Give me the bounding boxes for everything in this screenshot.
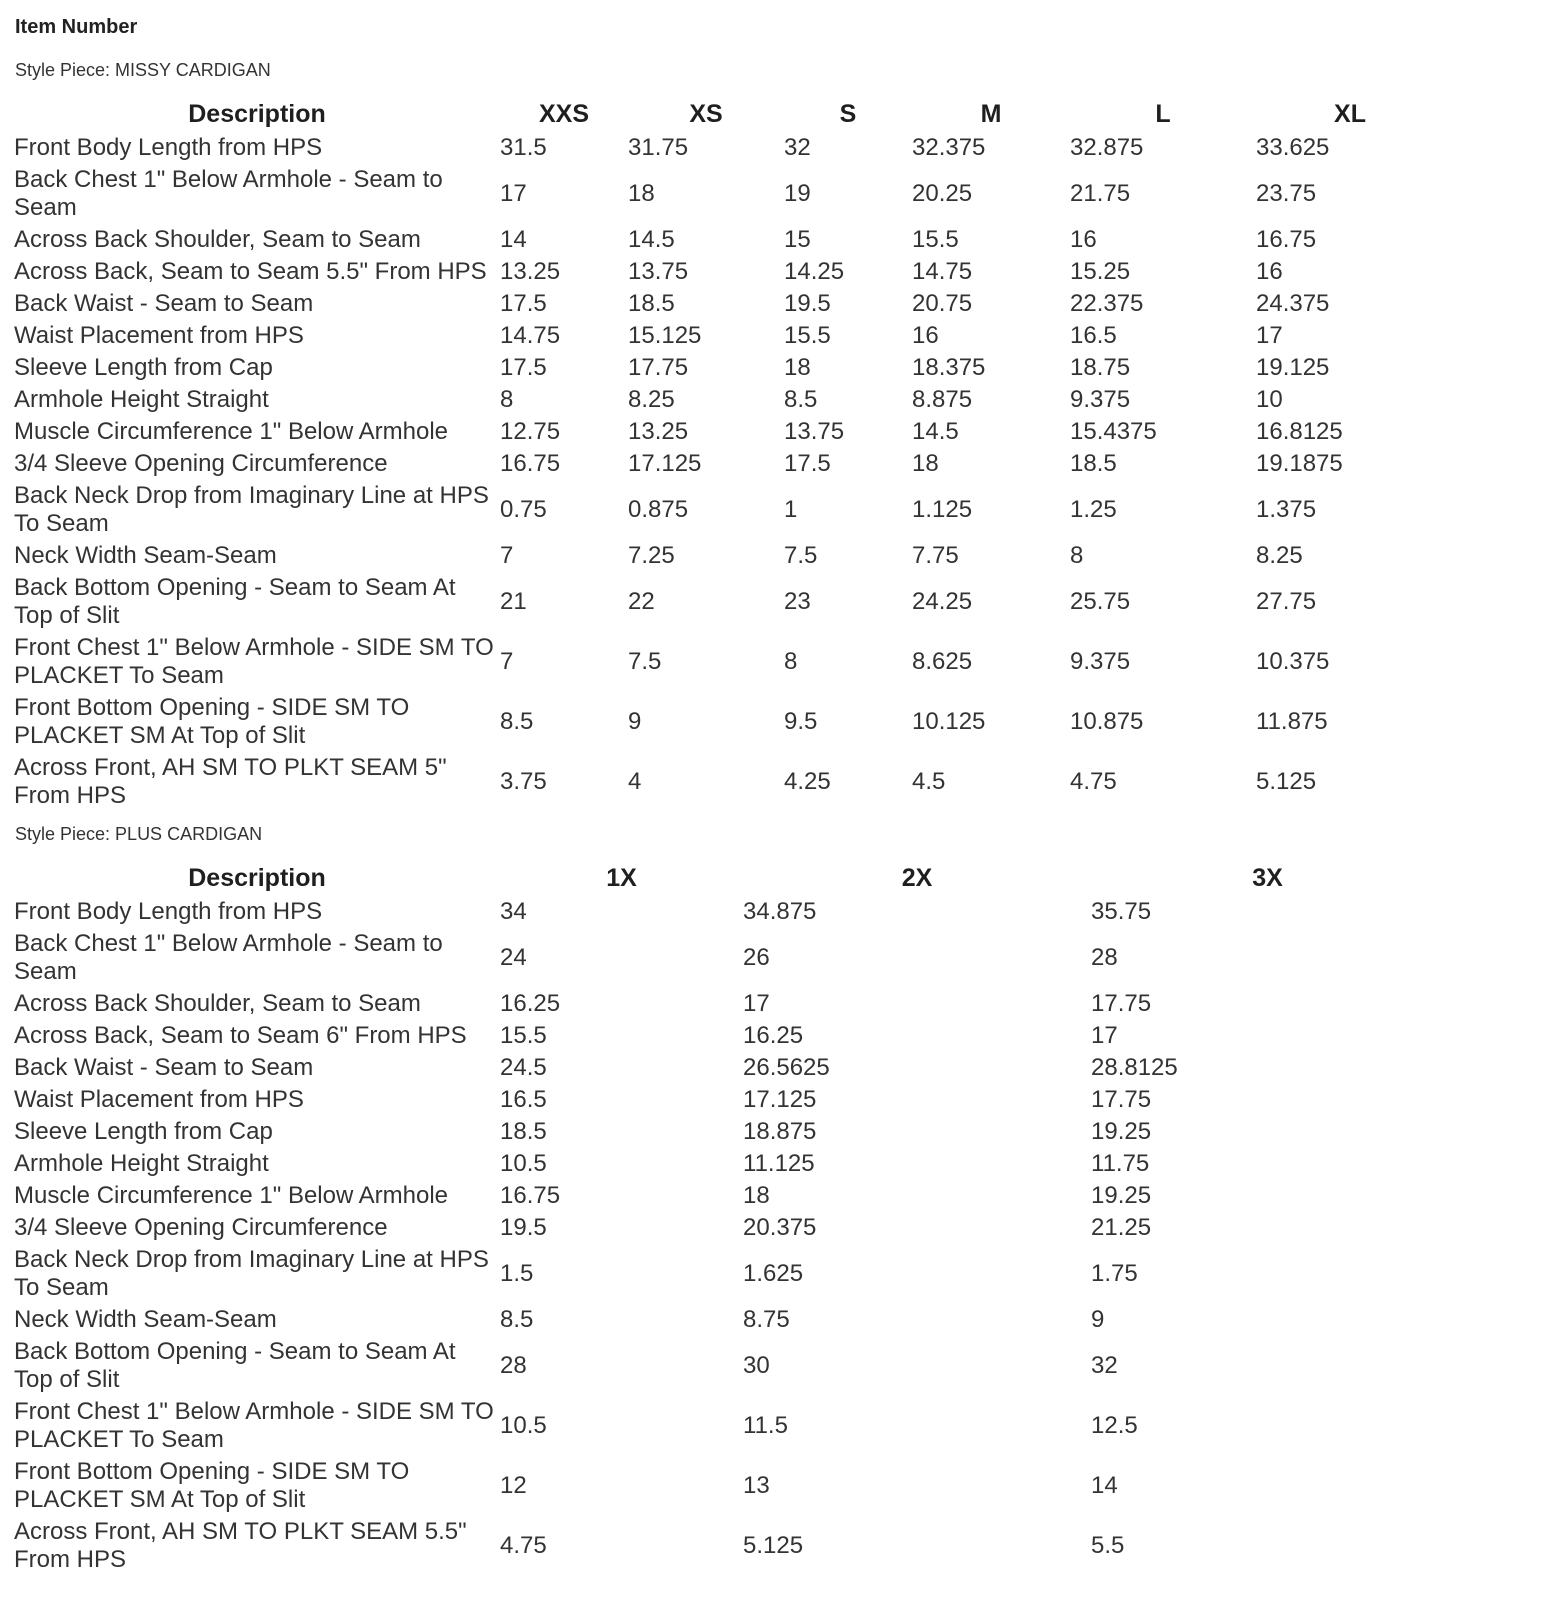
size-value: 25.75: [1070, 588, 1131, 615]
size-value: 10.5: [500, 1150, 547, 1177]
size-value: 10: [1256, 386, 1283, 413]
size-value: 7: [500, 648, 514, 675]
row-description: Neck Width Seam-Seam: [14, 542, 277, 569]
size-value: 18.75: [1070, 354, 1131, 381]
size-value: 21.25: [1091, 1214, 1152, 1241]
row-description: Back Chest 1" Below Armhole - Seam to Seam: [14, 930, 443, 985]
row-description: Back Waist - Seam to Seam: [14, 1054, 314, 1081]
table-row: [14, 384, 1444, 416]
size-value: 8.25: [628, 386, 675, 413]
header-m: M: [980, 99, 1002, 128]
size-value: 34.875: [743, 898, 817, 925]
size-value: 1.625: [743, 1260, 804, 1287]
table-row: [14, 1020, 1444, 1052]
table-row: [14, 632, 1444, 692]
size-value: 3.75: [500, 768, 547, 795]
size-value: 13.25: [500, 258, 561, 285]
table-row: [14, 224, 1444, 256]
row-description: Armhole Height Straight: [14, 1150, 269, 1177]
size-value: 26: [743, 944, 770, 971]
size-value: 21.75: [1070, 180, 1131, 207]
style-piece-missy: Style Piece: MISSY CARDIGAN: [15, 60, 271, 80]
size-value: 16.75: [500, 450, 561, 477]
size-value: 32: [1091, 1352, 1118, 1379]
row-description: Back Neck Drop from Imaginary Line at HPS To Seam: [14, 482, 489, 537]
size-value: 14.25: [784, 258, 845, 285]
size-value: 18.375: [912, 354, 986, 381]
size-value: 19.25: [1091, 1118, 1152, 1145]
size-value: 24.25: [912, 588, 973, 615]
table-row: [14, 1456, 1444, 1516]
size-value: 9: [628, 708, 642, 735]
row-description: Across Back, Seam to Seam 6" From HPS: [14, 1022, 467, 1049]
size-value: 11.875: [1256, 708, 1328, 735]
row-description: Across Front, AH SM TO PLKT SEAM 5" From HPS: [14, 754, 447, 809]
size-value: 31.5: [500, 134, 547, 161]
table-row: [14, 320, 1444, 352]
size-value: 14.5: [628, 226, 675, 253]
size-value: 23.75: [1256, 180, 1317, 207]
size-value: 16.75: [1256, 226, 1317, 253]
plus-size-table: [14, 860, 1444, 1576]
size-value: 20.25: [912, 180, 973, 207]
table-row: [14, 132, 1444, 164]
size-value: 32: [784, 134, 811, 161]
size-value: 31.75: [628, 134, 689, 161]
size-value: 17: [743, 990, 770, 1017]
size-value: 8.625: [912, 648, 973, 675]
size-value: 8: [500, 386, 514, 413]
table-row: [14, 1148, 1444, 1180]
table-row: [14, 1396, 1444, 1456]
row-description: Front Body Length from HPS: [14, 898, 323, 925]
table-row: [14, 480, 1444, 540]
size-value: 8.5: [500, 708, 534, 735]
table-row: [14, 1180, 1444, 1212]
size-value: 8.75: [743, 1306, 790, 1333]
size-value: 4.5: [912, 768, 946, 795]
size-value: 16.5: [500, 1086, 547, 1113]
size-value: 17.5: [500, 290, 547, 317]
size-value: 1: [784, 496, 798, 523]
table-row: [14, 164, 1444, 224]
item-number-title: Item Number: [15, 16, 138, 38]
row-description: Neck Width Seam-Seam: [14, 1306, 277, 1333]
size-value: 13.25: [628, 418, 689, 445]
row-description: Front Chest 1" Below Armhole - SIDE SM TO PLACKET To Seam: [14, 1398, 494, 1453]
header-1x: 1X: [606, 863, 637, 892]
size-value: 15.125: [628, 322, 702, 349]
size-value: 11.125: [743, 1150, 815, 1177]
table-row: [14, 1516, 1444, 1576]
size-value: 32.875: [1070, 134, 1144, 161]
size-value: 18.875: [743, 1118, 817, 1145]
size-value: 15.4375: [1070, 418, 1157, 445]
row-description: Back Waist - Seam to Seam: [14, 290, 314, 317]
size-value: 8.5: [784, 386, 818, 413]
size-value: 4.75: [500, 1532, 547, 1559]
size-value: 16.25: [500, 990, 561, 1017]
size-value: 17.5: [784, 450, 831, 477]
style-piece-plus: Style Piece: PLUS CARDIGAN: [15, 824, 263, 844]
table-row: [14, 416, 1444, 448]
size-value: 8: [1070, 542, 1084, 569]
size-value: 8.5: [500, 1306, 534, 1333]
size-value: 7.75: [912, 542, 959, 569]
row-description: Waist Placement from HPS: [14, 322, 304, 349]
table-row: [14, 1244, 1444, 1304]
size-value: 17.75: [1091, 990, 1152, 1017]
row-description: Front Bottom Opening - SIDE SM TO PLACKET SM At Top of Slit: [14, 1458, 410, 1513]
size-value: 1.75: [1091, 1260, 1138, 1287]
size-value: 16: [912, 322, 939, 349]
table-row: [14, 572, 1444, 632]
missy-size-table: [14, 96, 1444, 812]
table-row: [14, 692, 1444, 752]
header-xl: XL: [1334, 99, 1366, 128]
size-value: 17.5: [500, 354, 547, 381]
size-value: 19.125: [1256, 354, 1330, 381]
header-description: Description: [188, 863, 326, 892]
table-row: [14, 896, 1444, 928]
size-value: 13.75: [784, 418, 845, 445]
size-value: 27.75: [1256, 588, 1317, 615]
size-value: 16: [1256, 258, 1283, 285]
size-value: 16.25: [743, 1022, 804, 1049]
size-value: 7.25: [628, 542, 675, 569]
size-value: 30: [743, 1352, 770, 1379]
size-value: 1.5: [500, 1260, 534, 1287]
size-value: 12.5: [1091, 1412, 1138, 1439]
size-value: 15.5: [784, 322, 831, 349]
row-description: Muscle Circumference 1" Below Armhole: [14, 418, 449, 445]
size-value: 26.5625: [743, 1054, 830, 1081]
size-value: 13.75: [628, 258, 689, 285]
size-value: 34: [500, 898, 527, 925]
size-value: 10.5: [500, 1412, 547, 1439]
size-value: 20.75: [912, 290, 973, 317]
size-value: 5.125: [743, 1532, 804, 1559]
size-value: 5.125: [1256, 768, 1317, 795]
size-value: 17: [500, 180, 527, 207]
row-description: Front Bottom Opening - SIDE SM TO PLACKET SM At Top of Slit: [14, 694, 410, 749]
size-value: 16: [1070, 226, 1097, 253]
size-value: 15.5: [500, 1022, 547, 1049]
size-value: 15.5: [912, 226, 959, 253]
size-value: 4.25: [784, 768, 831, 795]
header-l: L: [1155, 99, 1171, 128]
size-value: 17.125: [628, 450, 702, 477]
size-value: 19.5: [784, 290, 831, 317]
header-xs: XS: [689, 99, 723, 128]
size-value: 16.8125: [1256, 418, 1343, 445]
size-value: 23: [784, 588, 811, 615]
size-value: 10.875: [1070, 708, 1144, 735]
table-header-row: [14, 860, 1444, 896]
size-value: 8: [784, 648, 798, 675]
header-description: Description: [188, 99, 326, 128]
size-value: 17.75: [628, 354, 689, 381]
row-description: Sleeve Length from Cap: [14, 354, 273, 381]
table-row: [14, 752, 1444, 812]
size-value: 8.25: [1256, 542, 1303, 569]
row-description: Muscle Circumference 1" Below Armhole: [14, 1182, 449, 1209]
header-3x: 3X: [1252, 863, 1283, 892]
row-description: Armhole Height Straight: [14, 386, 269, 413]
size-value: 11.5: [743, 1412, 788, 1439]
size-value: 9.375: [1070, 386, 1131, 413]
header-2x: 2X: [901, 863, 933, 892]
table-row: [14, 1336, 1444, 1396]
size-value: 20.375: [743, 1214, 817, 1241]
row-description: Across Back Shoulder, Seam to Seam: [14, 226, 421, 253]
row-description: Back Neck Drop from Imaginary Line at HPS To Seam: [14, 1246, 489, 1301]
size-value: 18: [743, 1182, 770, 1209]
size-value: 17.75: [1091, 1086, 1152, 1113]
size-value: 8.875: [912, 386, 973, 413]
size-value: 16.5: [1070, 322, 1117, 349]
row-description: Front Body Length from HPS: [14, 134, 323, 161]
size-value: 10.125: [912, 708, 986, 735]
size-value: 28: [1091, 944, 1118, 971]
size-value: 5.5: [1091, 1532, 1125, 1559]
size-value: 7.5: [784, 542, 818, 569]
size-value: 28.8125: [1091, 1054, 1178, 1081]
row-description: Back Chest 1" Below Armhole - Seam to Seam: [14, 166, 443, 221]
table-row: [14, 1304, 1444, 1336]
row-description: Front Chest 1" Below Armhole - SIDE SM TO PLACKET To Seam: [14, 634, 494, 689]
table-row: [14, 288, 1444, 320]
table-row: [14, 448, 1444, 480]
size-value: 1.125: [912, 496, 973, 523]
size-value: 24.375: [1256, 290, 1330, 317]
size-value: 17: [1256, 322, 1283, 349]
table-row: [14, 256, 1444, 288]
size-value: 10.375: [1256, 648, 1330, 675]
size-value: 13: [743, 1472, 770, 1499]
size-value: 7: [500, 542, 514, 569]
size-value: 18.5: [1070, 450, 1117, 477]
size-value: 16.75: [500, 1182, 561, 1209]
size-value: 12.75: [500, 418, 561, 445]
size-value: 15: [784, 226, 811, 253]
size-value: 14.75: [500, 322, 561, 349]
row-description: Across Back, Seam to Seam 5.5" From HPS: [14, 258, 487, 285]
size-value: 19.1875: [1256, 450, 1343, 477]
size-value: 12: [500, 1472, 527, 1499]
table-header-row: [14, 96, 1444, 132]
table-row: [14, 540, 1444, 572]
size-value: 7.5: [628, 648, 662, 675]
table-row: [14, 352, 1444, 384]
size-value: 19.5: [500, 1214, 547, 1241]
size-value: 0.875: [628, 496, 689, 523]
size-value: 18: [628, 180, 655, 207]
table-row: [14, 988, 1444, 1020]
size-value: 21: [500, 588, 527, 615]
size-value: 9: [1091, 1306, 1105, 1333]
size-value: 18: [912, 450, 939, 477]
size-value: 1.25: [1070, 496, 1117, 523]
size-value: 9.5: [784, 708, 818, 735]
size-value: 22.375: [1070, 290, 1144, 317]
table-row: [14, 1084, 1444, 1116]
size-value: 19.25: [1091, 1182, 1152, 1209]
size-value: 14: [1091, 1472, 1118, 1499]
size-value: 14.5: [912, 418, 959, 445]
size-value: 18: [784, 354, 811, 381]
table-row: [14, 928, 1444, 988]
row-description: Waist Placement from HPS: [14, 1086, 304, 1113]
row-description: 3/4 Sleeve Opening Circumference: [14, 450, 388, 477]
size-value: 32.375: [912, 134, 986, 161]
size-value: 11.75: [1091, 1150, 1150, 1177]
size-value: 19: [784, 180, 811, 207]
size-value: 17: [1091, 1022, 1118, 1049]
table-row: [14, 1212, 1444, 1244]
row-description: 3/4 Sleeve Opening Circumference: [14, 1214, 388, 1241]
size-value: 17.125: [743, 1086, 817, 1113]
size-value: 1.375: [1256, 496, 1317, 523]
table-row: [14, 1116, 1444, 1148]
size-value: 14.75: [912, 258, 973, 285]
row-description: Across Back Shoulder, Seam to Seam: [14, 990, 421, 1017]
size-value: 0.75: [500, 496, 547, 523]
size-value: 4.75: [1070, 768, 1117, 795]
size-value: 15.25: [1070, 258, 1131, 285]
size-value: 18.5: [628, 290, 675, 317]
size-value: 9.375: [1070, 648, 1131, 675]
size-value: 22: [628, 588, 655, 615]
size-value: 4: [628, 768, 642, 795]
row-description: Across Front, AH SM TO PLKT SEAM 5.5" From HPS: [14, 1518, 467, 1573]
size-value: 35.75: [1091, 898, 1152, 925]
row-description: Back Bottom Opening - Seam to Seam At Top of Slit: [14, 574, 456, 629]
size-value: 18.5: [500, 1118, 547, 1145]
row-description: Sleeve Length from Cap: [14, 1118, 273, 1145]
size-value: 14: [500, 226, 527, 253]
size-value: 24: [500, 944, 527, 971]
table-row: [14, 1052, 1444, 1084]
header-xxs: XXS: [538, 99, 590, 128]
size-value: 33.625: [1256, 134, 1330, 161]
size-value: 28: [500, 1352, 527, 1379]
size-value: 24.5: [500, 1054, 547, 1081]
header-s: S: [839, 99, 857, 128]
row-description: Back Bottom Opening - Seam to Seam At Top of Slit: [14, 1338, 456, 1393]
